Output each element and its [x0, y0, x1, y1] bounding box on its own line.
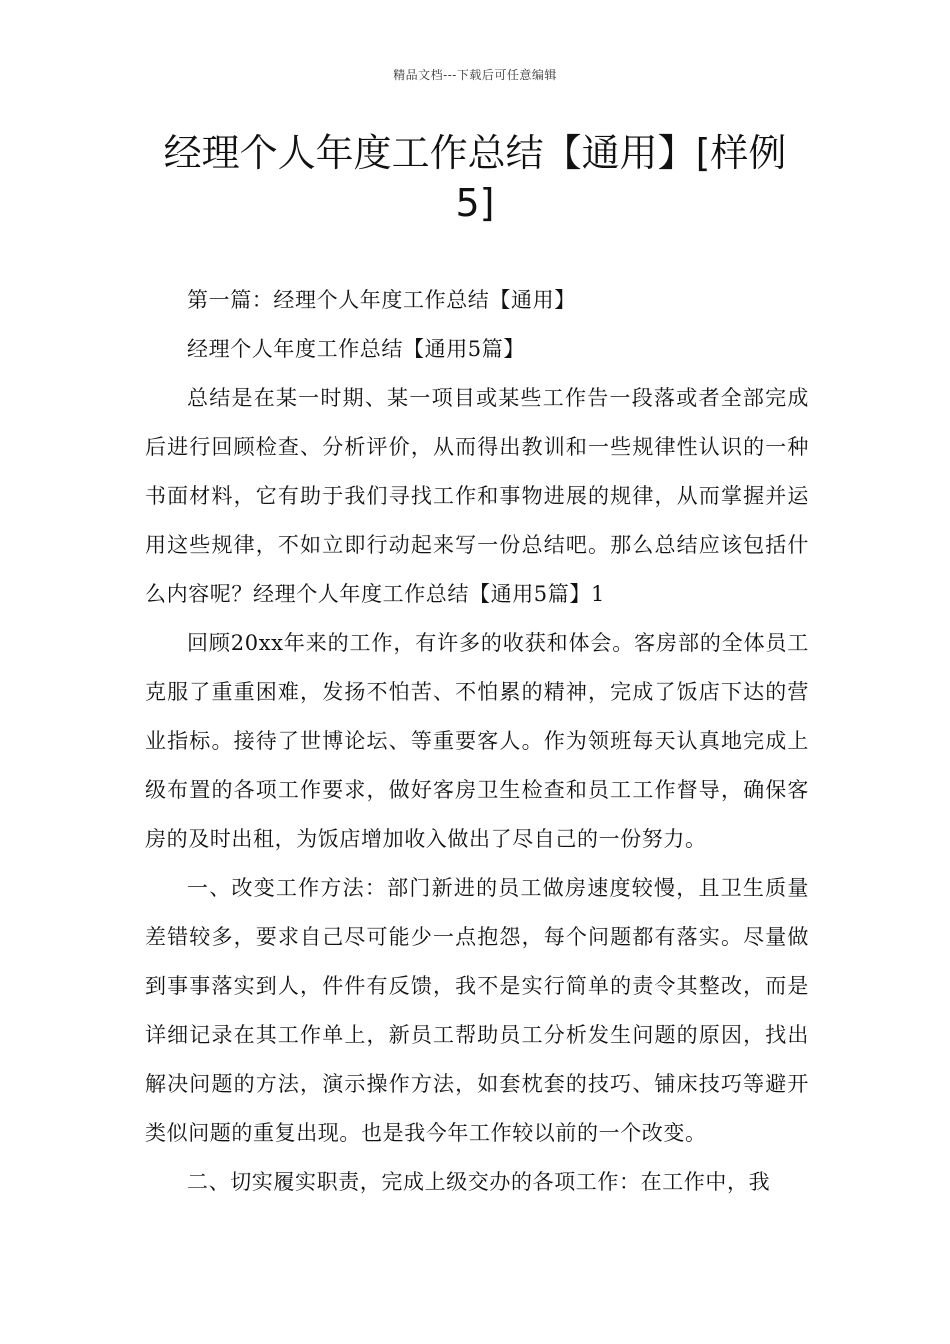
header-note: 精品文档---下载后可任意编辑 [393, 68, 557, 82]
body-paragraph: 二、切实履实职责，完成上级交办的各项工作：在工作中，我 [187, 1170, 771, 1194]
body-paragraph: 总结是在某一时期、某一项目或某些工作告一段落或者全部完成后进行回顾检查、分析评价，从而得出教训和一些规律性认识的一种书面材料，它有助于我们寻找工作和事物进展的规律，从而掌握并运用这些规律，不如立即行动起来写一份总结吧。那么总结应该包括什么内容呢？经理个人年度工作总结【通用5篇】1 [145, 386, 809, 606]
document-body [145, 276, 809, 1207]
subtitle-line: 经理个人年度工作总结【通用5篇】 [187, 337, 525, 361]
body-paragraph: 回顾20xx年来的工作，有许多的收获和体会。客房部的全体员工克服了重重困难，发扬不怕苦、不怕累的精神，完成了饭店下达的营业指标。接待了世博论坛、等重要客人。作为领班每天认真地完成上级布置的各项工作要求，做好客房卫生检查和员工工作督导，确保客房的及时出租，为饭店增加收入做出了尽自己的一份努力。 [145, 631, 809, 851]
section-heading: 第一篇：经理个人年度工作总结【通用】 [187, 288, 576, 312]
body-paragraph: 一、改变工作方法：部门新进的员工做房速度较慢，且卫生质量差错较多，要求自己尽可能少一点抱怨，每个问题都有落实。尽量做到事事落实到人，件件有反馈，我不是实行简单的责令其整改，而是详细记录在其工作单上，新员工帮助员工分析发生问题的原因，找出解决问题的方法，演示操作方法，如套枕套的技巧、铺床技巧等避开类似问题的重复出现。也是我今年工作较以前的一个改变。 [145, 876, 809, 1145]
document-title: 经理个人年度工作总结【通用】[样例5] [163, 131, 787, 225]
